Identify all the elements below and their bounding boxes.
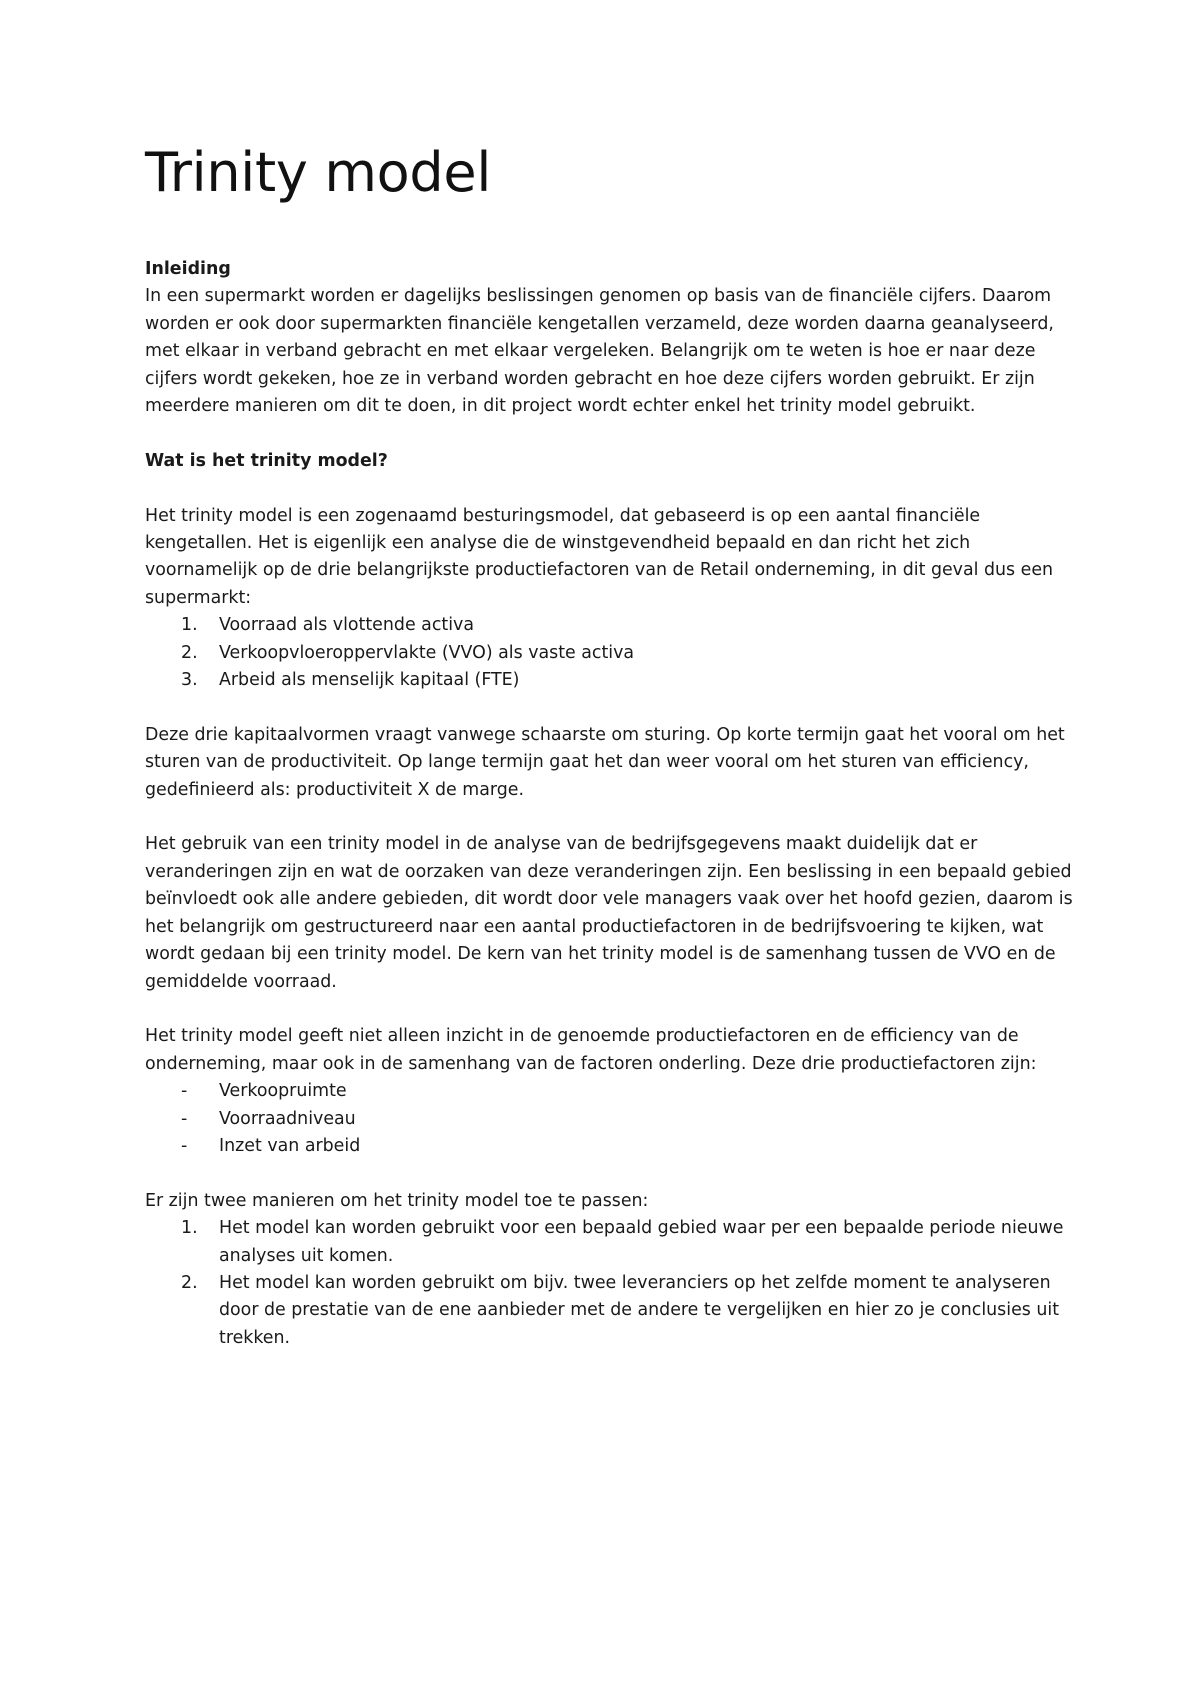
insight-paragraph: Het trinity model geeft niet alleen inzicht in de genoemde productiefactoren en de efficiency van de onderneming, maar ook in de samenhang van de factoren onderling. Deze drie productiefactoren zijn: (145, 1026, 1037, 1074)
list-item-text: Arbeid als menselijk kapitaal (FTE) (219, 670, 520, 691)
list-item (145, 1215, 1085, 1270)
list-item-text: Verkoopvloeroppervlakte (VVO) als vaste activa (219, 642, 635, 663)
list-item (145, 640, 1085, 667)
spacer (145, 420, 1085, 447)
spacer (145, 475, 1085, 502)
list-item (145, 612, 1085, 639)
list-item (145, 1106, 1085, 1133)
list-item-text: Voorraad als vlottende activa (219, 615, 474, 636)
list-item-text: Voorraadniveau (219, 1108, 356, 1129)
list-marker: - (181, 1135, 188, 1156)
intro-paragraph: In een supermarkt worden er dagelijks beslissingen genomen op basis van de financiële cijfers. Daarom worden er ook door supermarkten financiële kengetallen verzameld, deze worden daarna geanalyseerd, met elkaar in verband gebracht en met elkaar vergeleken. Belangrijk om te weten is hoe er naar deze cijfers wordt gekeken, hoe ze in verband worden gebracht en hoe deze cijfers worden gebruikt. Er zijn meerdere manieren om dit te doen, in dit project wordt echter enkel het trinity model gebruikt. (145, 286, 1054, 417)
list-item (145, 667, 1085, 694)
document-content (145, 140, 1085, 1352)
list-marker: 2. (181, 642, 198, 663)
list-marker: 2. (181, 1272, 198, 1293)
list-marker: 1. (181, 1218, 198, 1239)
list-marker: - (181, 1108, 188, 1129)
list-item (145, 1078, 1085, 1105)
list-marker: 1. (181, 615, 198, 636)
list-marker: - (181, 1081, 188, 1102)
list-item (145, 1133, 1085, 1160)
ways-list (145, 1215, 1085, 1352)
production-factors-list (145, 1078, 1085, 1160)
spacer (145, 1160, 1085, 1187)
list-item-text: Het model kan worden gebruikt voor een bepaald gebied waar per een bepaalde periode nieuwe analyses uit komen. (219, 1218, 1064, 1266)
what-paragraph: Het trinity model is een zogenaamd besturingsmodel, dat gebaseerd is op een aantal financiële kengetallen. Het is eigenlijk een analyse die de winstgevendheid bepaald en dan richt het zich voornamelijk op de drie belangrijkste productiefactoren van de Retail onderneming, in dit geval dus een supermarkt: (145, 505, 1054, 608)
list-item-text: Het model kan worden gebruikt om bijv. twee leveranciers op het zelfde moment te analyseren door de prestatie van de ene aanbieder met de andere te vergelijken en hier zo je conclusies uit trekken. (219, 1272, 1060, 1348)
spacer (145, 694, 1085, 721)
list-item (145, 1270, 1085, 1352)
intro-heading: Inleiding (145, 259, 231, 279)
page-title: Trinity model (145, 141, 492, 204)
list-item-text: Verkoopruimte (219, 1081, 347, 1102)
list-marker: 3. (181, 670, 198, 691)
spacer (145, 996, 1085, 1023)
ways-paragraph: Er zijn twee manieren om het trinity model toe te passen: (145, 1190, 649, 1211)
usage-paragraph: Het gebruik van een trinity model in de analyse van de bedrijfsgegevens maakt duidelijk dat er veranderingen zijn en wat de oorzaken van deze veranderingen zijn. Een beslissing in een bepaald gebied beïnvloedt ook alle andere gebieden, dit wordt door vele managers vaak over het hoofd gezien, daarom is het belangrijk om gestructureerd naar een aantal productiefactoren in de bedrijfsvoering te kijken, wat wordt gedaan bij een trinity model. De kern van het trinity model is de samenhang tussen de VVO en de gemiddelde voorraad. (145, 834, 1073, 992)
list-item-text: Inzet van arbeid (219, 1135, 361, 1156)
capital-paragraph: Deze drie kapitaalvormen vraagt vanwege schaarste om sturing. Op korte termijn gaat het vooral om het sturen van de productiviteit. Op lange termijn gaat het dan weer vooral om het sturen van efficiency, gedefinieerd als: productiviteit X de marge. (145, 724, 1065, 800)
spacer (145, 804, 1085, 831)
what-heading: Wat is het trinity model? (145, 450, 388, 471)
factors-list (145, 612, 1085, 694)
